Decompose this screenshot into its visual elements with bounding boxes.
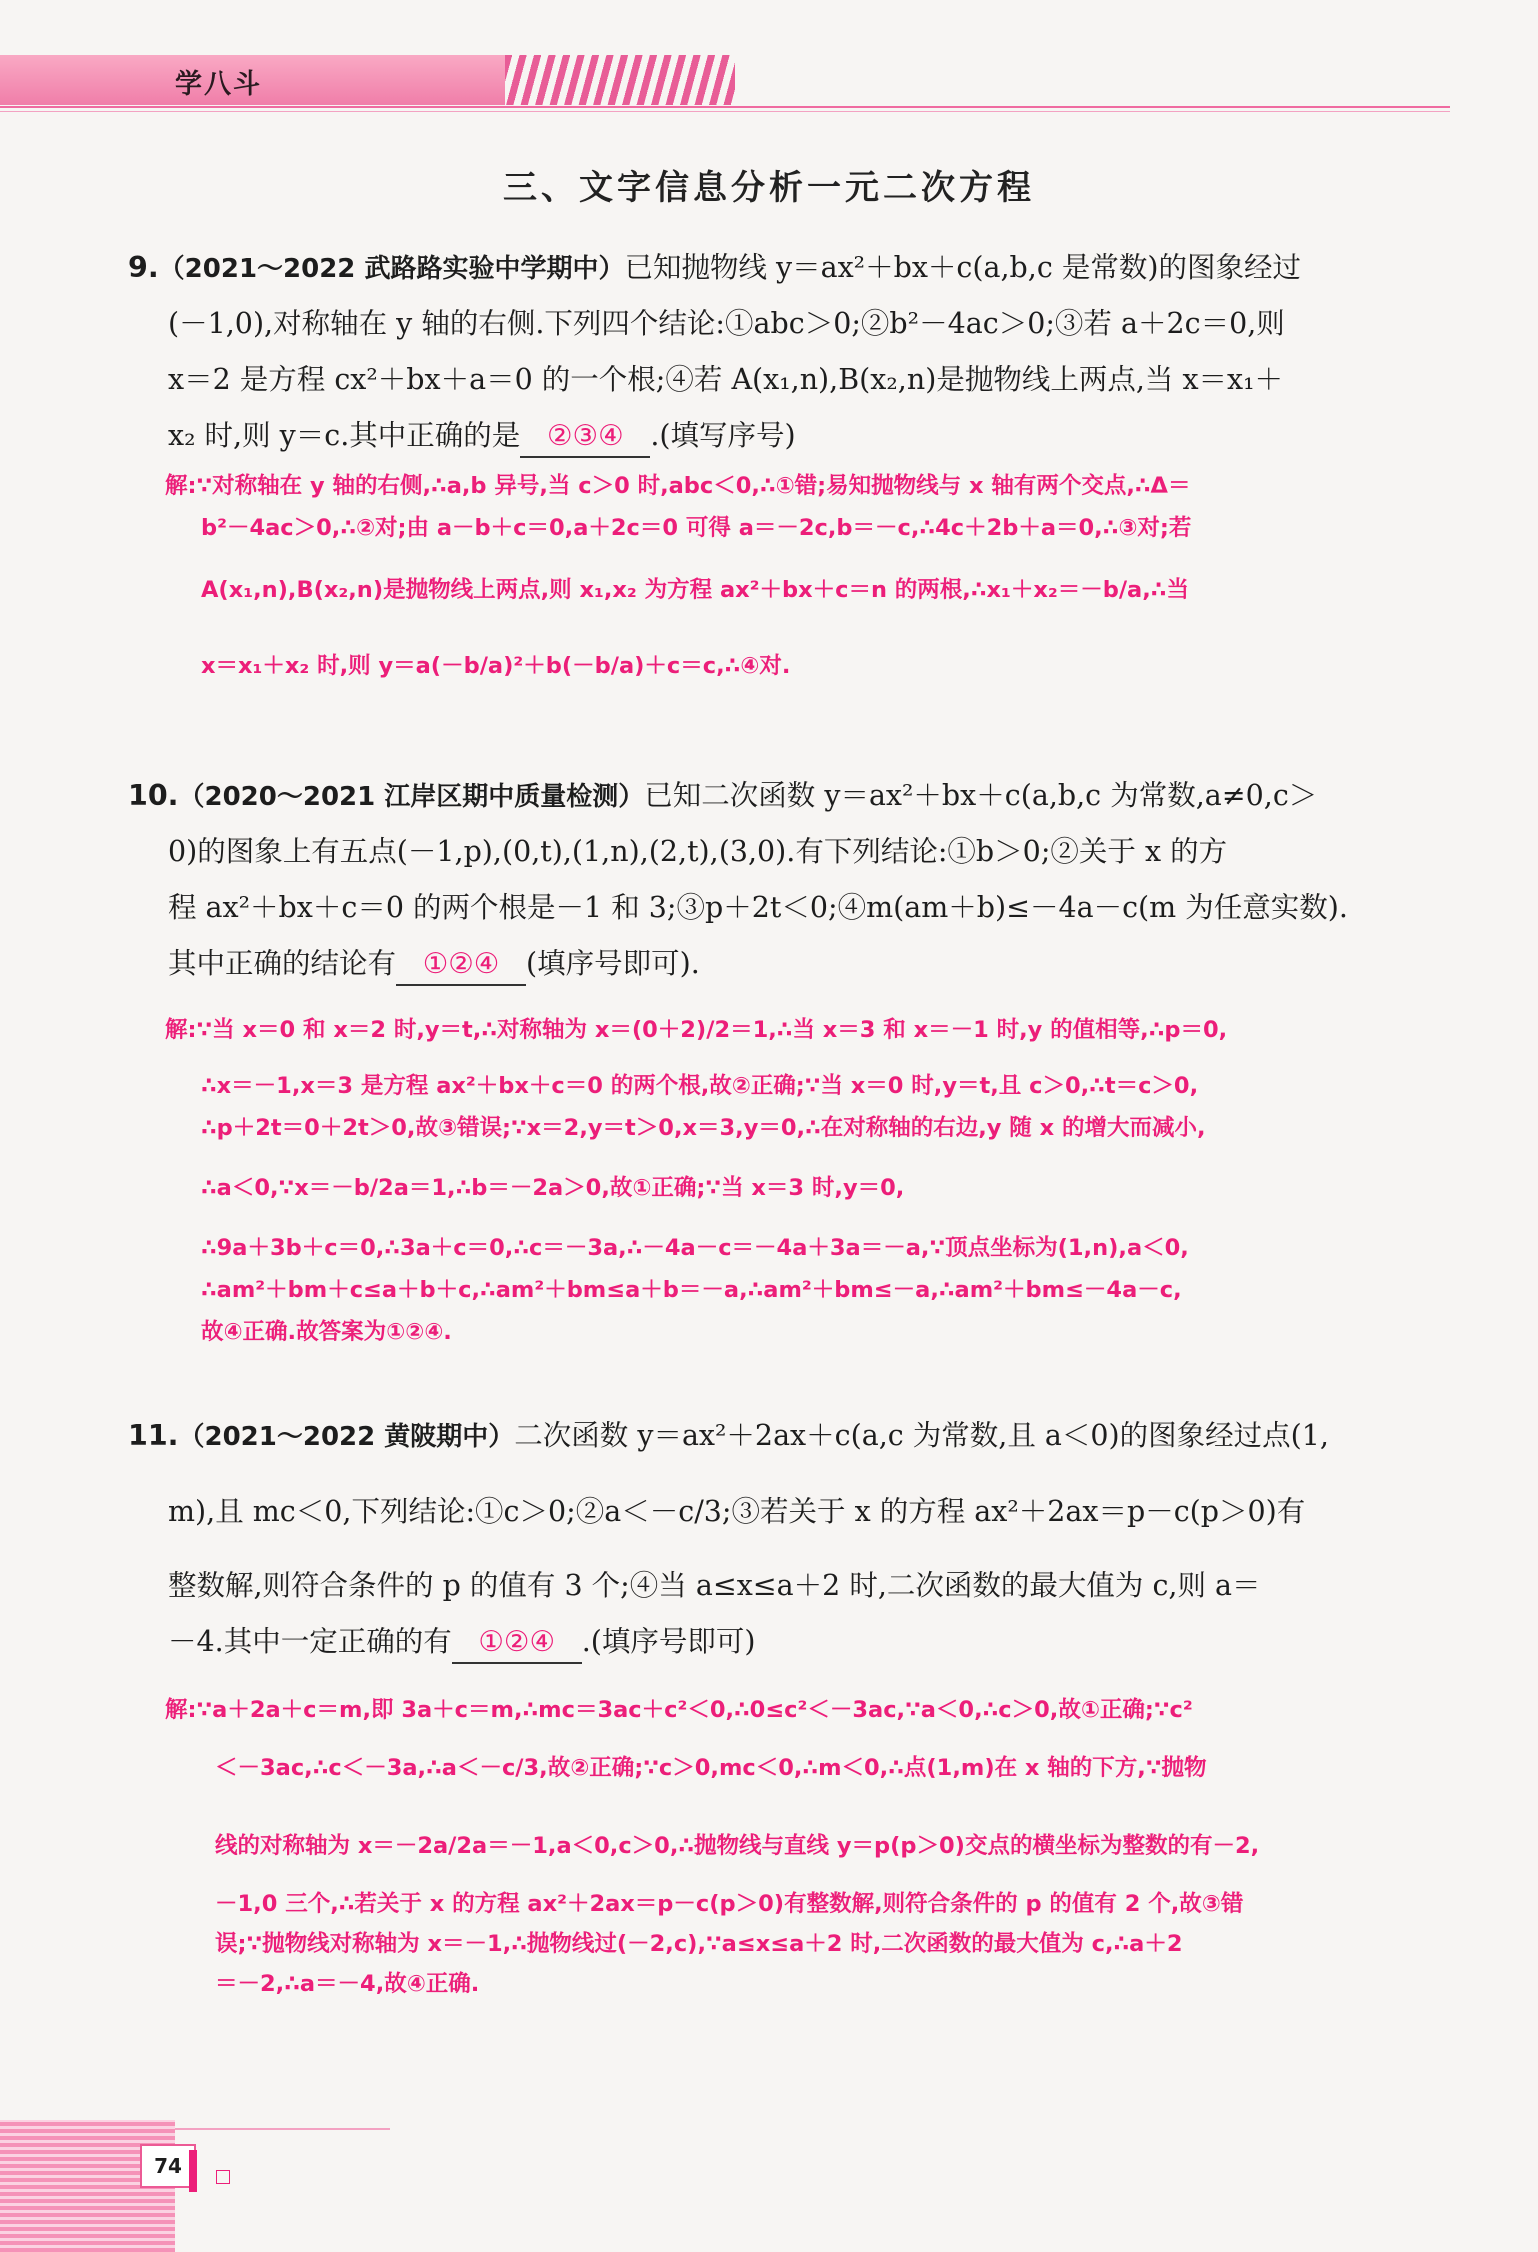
problem-11 [128,1408,1450,1670]
solution-line: x＝x₁＋x₂ 时,则 y＝a(－b/a)²＋b(－b/a)＋c＝c,∴④对. [201,653,791,679]
solution-line: ∴9a＋3b＋c＝0,∴3a＋c＝0,∴c＝－3a,∴－4a－c＝－4a＋3a＝－a,∵顶点坐标为(1,n),a＜0, [201,1235,1189,1261]
problem-tail: .(填写序号) [650,419,796,452]
problem-10 [128,768,1450,992]
solution-line: 解:∵当 x＝0 和 x＝2 时,y＝t,∴对称轴为 x＝(0＋2)/2＝1,∴当 x＝3 和 x＝－1 时,y 的值相等,∴p＝0, [165,1017,1228,1043]
header-stripes [505,55,735,105]
solution-line: b²－4ac＞0,∴②对;由 a－b＋c＝0,a＋2c＝0 可得 a＝－2c,b＝－c,∴4c＋2b＋a＝0,∴③对;若 [201,515,1192,541]
problem-text: 整数解,则符合条件的 p 的值有 3 个;④当 a≤x≤a＋2 时,二次函数的最大值为 c,则 a＝ [168,1569,1261,1602]
problem-text: 程 ax²＋bx＋c＝0 的两个根是－1 和 3;③p＋2t＜0;④m(am＋b)≤－4a－c(m 为任意实数). [168,891,1348,924]
solution-line: ＝－2,∴a＝－4,故④正确. [215,1971,480,1997]
problem-text: x₂ 时,则 y＝c.其中正确的是 [168,419,521,452]
problem-source: （2021～2022 黄陂期中） [178,1422,515,1452]
page-number-bar [189,2150,197,2192]
problem-source: （2020～2021 江岸区期中质量检测） [178,782,645,812]
answer-blank: ①②④ [396,944,526,986]
problem-text: m),且 mc＜0,下列结论:①c＞0;②a＜－c/3;③若关于 x 的方程 ax²＋2ax＝p－c(p＞0)有 [168,1495,1306,1528]
problem-text: 已知抛物线 y＝ax²＋bx＋c(a,b,c 是常数)的图象经过 [624,251,1301,284]
solution-line: A(x₁,n),B(x₂,n)是抛物线上两点,则 x₁,x₂ 为方程 ax²＋bx＋c＝n 的两根,∴x₁＋x₂＝－b/a,∴当 [201,577,1189,603]
problem-number: 10. [128,779,179,812]
square-marker-icon [216,2170,230,2184]
problem-text: 已知二次函数 y＝ax²＋bx＋c(a,b,c 为常数,a≠0,c＞ [644,779,1318,812]
solution-line: 故④正确.故答案为①②④. [201,1319,452,1345]
header-rule [0,106,1450,108]
solution-line: ∴am²＋bm＋c≤a＋b＋c,∴am²＋bm≤a＋b＝－a,∴am²＋bm≤－a,∴am²＋bm≤－4a－c, [201,1277,1182,1303]
solution-line: 解:∵a＋2a＋c＝m,即 3a＋c＝m,∴mc＝3ac＋c²＜0,∴0≤c²＜－3ac,∵a＜0,∴c＞0,故①正确;∵c² [165,1697,1193,1723]
solution-line: ＜－3ac,∴c＜－3a,∴a＜－c/3,故②正确;∵c＞0,mc＜0,∴m＜0,∴点(1,m)在 x 轴的下方,∵抛物 [215,1755,1207,1781]
problem-text: x＝2 是方程 cx²＋bx＋a＝0 的一个根;④若 A(x₁,n),B(x₂,n)是抛物线上两点,当 x＝x₁＋ [168,363,1284,396]
problem-text: (－1,0),对称轴在 y 轴的右侧.下列四个结论:①abc＞0;②b²－4ac＞0;③若 a＋2c＝0,则 [168,307,1285,340]
problem-text: 二次函数 y＝ax²＋2ax＋c(a,c 为常数,且 a＜0)的图象经过点(1, [514,1419,1329,1452]
problem-tail: (填序号即可). [526,947,700,980]
solution-line: －1,0 三个,∴若关于 x 的方程 ax²＋2ax＝p－c(p＞0)有整数解,则符合条件的 p 的值有 2 个,故③错 [215,1891,1244,1917]
solution-line: 线的对称轴为 x＝－2a/2a＝－1,a＜0,c＞0,∴抛物线与直线 y＝p(p＞0)交点的横坐标为整数的有－2, [215,1833,1260,1859]
problem-text: 0)的图象上有五点(－1,p),(0,t),(1,n),(2,t),(3,0).有下列结论:①b＞0;②关于 x 的方 [168,835,1228,868]
problem-tail: .(填序号即可) [581,1625,756,1658]
answer-blank: ①②④ [452,1622,582,1664]
problem-9 [128,240,1450,464]
solution-line: ∴x＝－1,x＝3 是方程 ax²＋bx＋c＝0 的两个根,故②正确;∵当 x＝0 时,y＝t,且 c＞0,∴t＝c＞0, [201,1073,1199,1099]
problem-source: （2021～2022 武路路实验中学期中） [158,254,625,284]
solution-line: ∴a＜0,∵x＝－b/2a＝1,∴b＝－2a＞0,故①正确;∵当 x＝3 时,y＝0, [201,1175,905,1201]
solution-line: 误;∵抛物线对称轴为 x＝－1,∴抛物线过(－2,c),∵a≤x≤a＋2 时,二次函数的最大值为 c,∴a＋2 [215,1931,1183,1957]
problem-text: 其中正确的结论有 [168,947,397,980]
solution-line: 解:∵对称轴在 y 轴的右侧,∴a,b 异号,当 c＞0 时,abc＜0,∴①错;易知抛物线与 x 轴有两个交点,∴Δ＝ [165,473,1191,499]
section-title: 三、文字信息分析一元二次方程 [503,168,1035,208]
solution-line: ∴p＋2t＝0＋2t＞0,故③错误;∵x＝2,y＝t＞0,x＝3,y＝0,∴在对称轴的右边,y 随 x 的增大而减小, [201,1115,1206,1141]
problem-text: －4.其中一定正确的有 [168,1625,452,1658]
problem-number: 9. [128,251,159,284]
page-number: 74 [140,2144,196,2188]
header-rule-thin [0,111,1450,112]
problem-number: 11. [128,1419,179,1452]
header-title: 学八斗 [175,69,262,100]
answer-blank: ②③④ [520,416,650,458]
